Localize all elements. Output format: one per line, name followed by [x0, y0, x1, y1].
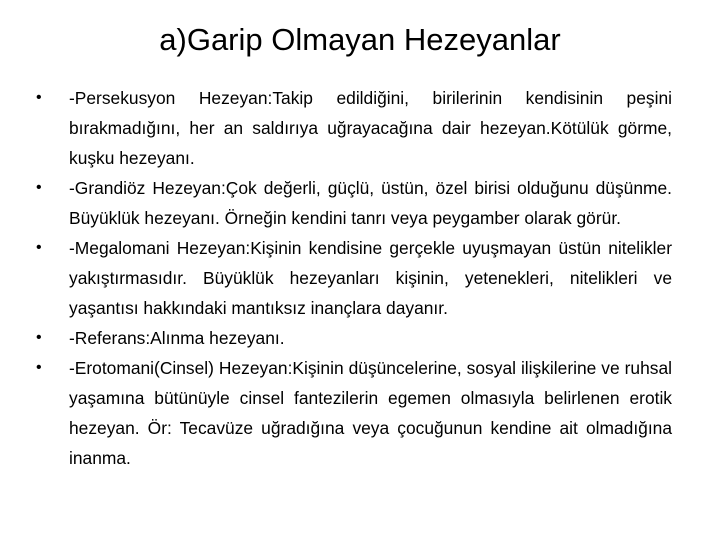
- bullet-item-persekusyon: [36, 83, 672, 173]
- bullet-item-grandioz: [36, 173, 672, 233]
- bullet-list: [36, 83, 672, 473]
- bullet-item-megalomani: [36, 233, 672, 323]
- bullet-icon: •: [36, 329, 42, 346]
- bullet-text: -Megalomani Hezeyan:Kişinin kendisine gerçekle uyuşmayan üstün nitelikler yakıştırmasıdır. Büyüklük hezeyanları kişinin, yetenekleri, nitelikleri ve yaşantısı hakkındaki mantıksız inançlara dayanır.: [69, 238, 672, 318]
- bullet-text: -Persekusyon Hezeyan:Takip edildiğini, birilerinin kendisinin peşini bırakmadığını, her an saldırıya uğrayacağına dair hezeyan.Kötülük görme, kuşku hezeyanı.: [69, 88, 672, 168]
- slide-title: a)Garip Olmayan Hezeyanlar: [159, 22, 561, 57]
- bullet-icon: •: [36, 179, 42, 196]
- bullet-icon: •: [36, 239, 42, 256]
- bullet-text: -Referans:Alınma hezeyanı.: [69, 328, 285, 348]
- bullet-icon: •: [36, 359, 42, 376]
- bullet-item-referans: [36, 323, 672, 353]
- bullet-text: -Erotomani(Cinsel) Hezeyan:Kişinin düşüncelerine, sosyal ilişkilerine ve ruhsal yaşamına bütünüyle cinsel fantezilerin egemen olmasıyla belirlenen erotik hezeyan. Ör: Tecavüze uğradığına veya çocuğunun kendine ait olmadığına inanma.: [69, 358, 672, 468]
- bullet-item-erotomani: [36, 353, 672, 473]
- bullet-text: -Grandiöz Hezeyan:Çok değerli, güçlü, üstün, özel birisi olduğunu düşünme. Büyüklük hezeyanı. Örneğin kendini tanrı veya peygamber olarak görür.: [69, 178, 672, 228]
- bullet-icon: •: [36, 89, 42, 106]
